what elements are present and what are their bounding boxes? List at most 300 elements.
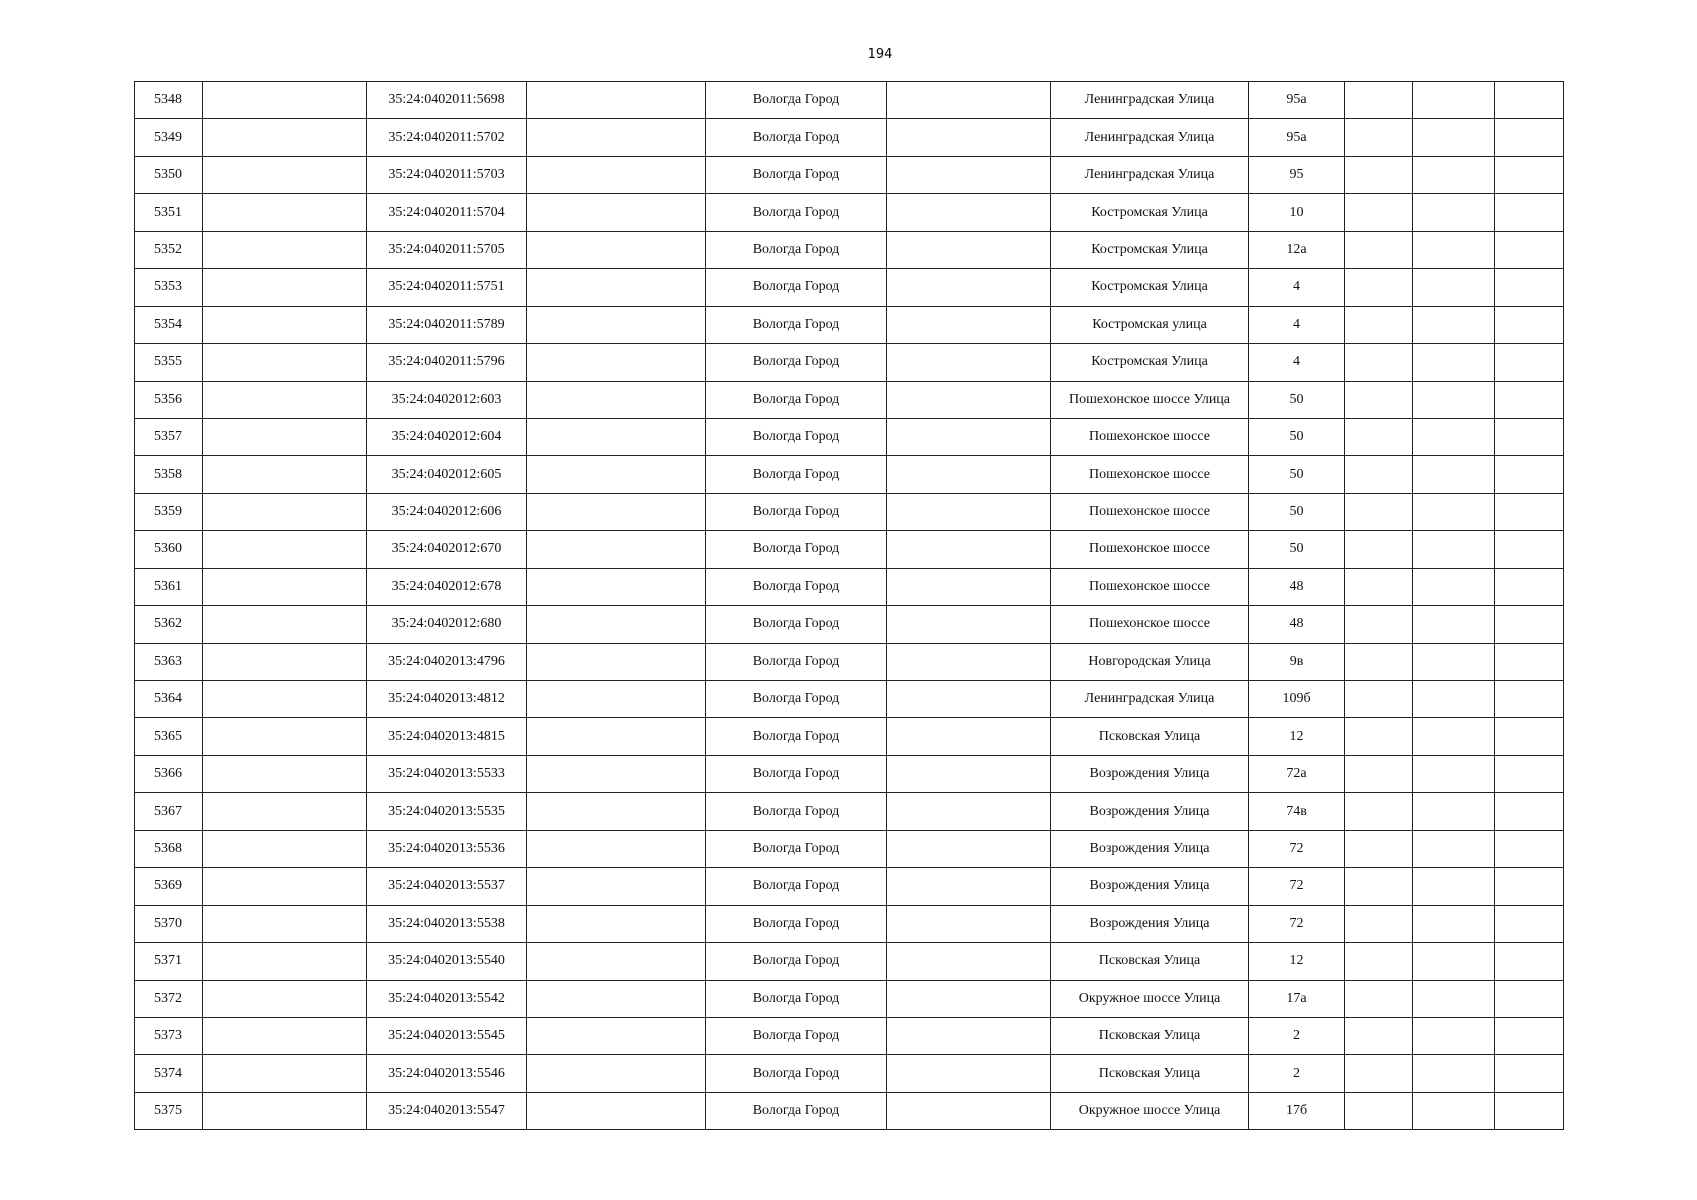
street-cell: Возрождения Улица (1051, 830, 1249, 867)
empty-cell (1345, 1092, 1413, 1129)
empty-cell (887, 980, 1051, 1017)
house-number-cell: 4 (1249, 269, 1345, 306)
row-number-cell: 5373 (135, 1017, 203, 1054)
city-cell: Вологда Город (706, 568, 887, 605)
empty-cell (887, 231, 1051, 268)
empty-cell (887, 718, 1051, 755)
street-cell: Псковская Улица (1051, 1055, 1249, 1092)
street-cell: Пошехонское шоссе (1051, 456, 1249, 493)
city-cell: Вологда Город (706, 1055, 887, 1092)
table-row (135, 231, 1564, 268)
empty-cell (1413, 456, 1495, 493)
empty-cell (527, 868, 706, 905)
empty-cell (1413, 980, 1495, 1017)
registry-table (134, 81, 1564, 1130)
row-number-cell: 5370 (135, 905, 203, 942)
empty-cell (1413, 306, 1495, 343)
row-number-cell: 5358 (135, 456, 203, 493)
empty-cell (1413, 418, 1495, 455)
cadastral-number-cell: 35:24:0402013:5547 (367, 1092, 527, 1129)
table-row (135, 82, 1564, 119)
table-row (135, 156, 1564, 193)
cadastral-number-cell: 35:24:0402013:5533 (367, 755, 527, 792)
street-cell: Ленинградская Улица (1051, 681, 1249, 718)
street-cell: Ленинградская Улица (1051, 82, 1249, 119)
city-cell: Вологда Город (706, 868, 887, 905)
empty-cell (887, 381, 1051, 418)
house-number-cell: 50 (1249, 531, 1345, 568)
street-cell: Ленинградская Улица (1051, 156, 1249, 193)
house-number-cell: 50 (1249, 418, 1345, 455)
empty-cell (887, 793, 1051, 830)
house-number-cell: 12а (1249, 231, 1345, 268)
street-cell: Костромская Улица (1051, 344, 1249, 381)
cadastral-number-cell: 35:24:0402011:5702 (367, 119, 527, 156)
empty-cell (203, 643, 367, 680)
row-number-cell: 5348 (135, 82, 203, 119)
street-cell: Возрождения Улица (1051, 905, 1249, 942)
street-cell: Пошехонское шоссе (1051, 418, 1249, 455)
empty-cell (1495, 868, 1564, 905)
empty-cell (1413, 606, 1495, 643)
empty-cell (527, 793, 706, 830)
row-number-cell: 5356 (135, 381, 203, 418)
street-cell: Окружное шоссе Улица (1051, 1092, 1249, 1129)
empty-cell (1413, 381, 1495, 418)
empty-cell (1413, 830, 1495, 867)
empty-cell (203, 119, 367, 156)
empty-cell (887, 344, 1051, 381)
table-row (135, 456, 1564, 493)
house-number-cell: 2 (1249, 1055, 1345, 1092)
empty-cell (1345, 156, 1413, 193)
cadastral-number-cell: 35:24:0402011:5705 (367, 231, 527, 268)
cadastral-number-cell: 35:24:0402012:603 (367, 381, 527, 418)
empty-cell (887, 868, 1051, 905)
empty-cell (1495, 493, 1564, 530)
empty-cell (887, 830, 1051, 867)
table-row (135, 830, 1564, 867)
empty-cell (1495, 793, 1564, 830)
table-row (135, 493, 1564, 530)
row-number-cell: 5352 (135, 231, 203, 268)
empty-cell (1495, 231, 1564, 268)
empty-cell (1345, 681, 1413, 718)
empty-cell (1495, 1055, 1564, 1092)
empty-cell (203, 830, 367, 867)
empty-cell (1495, 194, 1564, 231)
empty-cell (887, 1092, 1051, 1129)
row-number-cell: 5366 (135, 755, 203, 792)
empty-cell (203, 82, 367, 119)
empty-cell (203, 344, 367, 381)
row-number-cell: 5372 (135, 980, 203, 1017)
empty-cell (1495, 1092, 1564, 1129)
cadastral-number-cell: 35:24:0402013:5542 (367, 980, 527, 1017)
empty-cell (527, 269, 706, 306)
table-row (135, 531, 1564, 568)
cadastral-number-cell: 35:24:0402012:604 (367, 418, 527, 455)
table-row (135, 1055, 1564, 1092)
city-cell: Вологда Город (706, 231, 887, 268)
empty-cell (203, 456, 367, 493)
empty-cell (203, 681, 367, 718)
street-cell: Новгородская Улица (1051, 643, 1249, 680)
house-number-cell: 17а (1249, 980, 1345, 1017)
empty-cell (1413, 344, 1495, 381)
row-number-cell: 5364 (135, 681, 203, 718)
table-row (135, 755, 1564, 792)
empty-cell (527, 344, 706, 381)
table-row (135, 718, 1564, 755)
empty-cell (1345, 718, 1413, 755)
city-cell: Вологда Город (706, 943, 887, 980)
empty-cell (203, 793, 367, 830)
empty-cell (1413, 755, 1495, 792)
row-number-cell: 5349 (135, 119, 203, 156)
empty-cell (1413, 156, 1495, 193)
table-row (135, 980, 1564, 1017)
cadastral-number-cell: 35:24:0402013:5536 (367, 830, 527, 867)
cadastral-number-cell: 35:24:0402013:5537 (367, 868, 527, 905)
empty-cell (1413, 643, 1495, 680)
empty-cell (1413, 1055, 1495, 1092)
city-cell: Вологда Город (706, 344, 887, 381)
empty-cell (1413, 119, 1495, 156)
empty-cell (203, 306, 367, 343)
table-row (135, 194, 1564, 231)
table-row (135, 418, 1564, 455)
cadastral-number-cell: 35:24:0402012:678 (367, 568, 527, 605)
empty-cell (887, 194, 1051, 231)
table-row (135, 606, 1564, 643)
row-number-cell: 5359 (135, 493, 203, 530)
house-number-cell: 48 (1249, 568, 1345, 605)
cadastral-number-cell: 35:24:0402012:670 (367, 531, 527, 568)
empty-cell (1345, 119, 1413, 156)
empty-cell (1345, 194, 1413, 231)
empty-cell (527, 493, 706, 530)
row-number-cell: 5360 (135, 531, 203, 568)
cadastral-number-cell: 35:24:0402011:5704 (367, 194, 527, 231)
row-number-cell: 5369 (135, 868, 203, 905)
cadastral-number-cell: 35:24:0402011:5789 (367, 306, 527, 343)
street-cell: Костромская улица (1051, 306, 1249, 343)
empty-cell (887, 531, 1051, 568)
empty-cell (527, 755, 706, 792)
city-cell: Вологда Город (706, 905, 887, 942)
empty-cell (1345, 231, 1413, 268)
empty-cell (203, 943, 367, 980)
city-cell: Вологда Город (706, 980, 887, 1017)
table-row (135, 568, 1564, 605)
empty-cell (203, 194, 367, 231)
empty-cell (1345, 755, 1413, 792)
empty-cell (1413, 231, 1495, 268)
cadastral-number-cell: 35:24:0402013:5538 (367, 905, 527, 942)
page-number: 194 (867, 47, 893, 62)
empty-cell (1345, 830, 1413, 867)
house-number-cell: 17б (1249, 1092, 1345, 1129)
empty-cell (527, 1017, 706, 1054)
house-number-cell: 9в (1249, 643, 1345, 680)
house-number-cell: 12 (1249, 943, 1345, 980)
empty-cell (203, 905, 367, 942)
table-row (135, 344, 1564, 381)
empty-cell (1495, 418, 1564, 455)
empty-cell (1345, 493, 1413, 530)
cadastral-number-cell: 35:24:0402013:4815 (367, 718, 527, 755)
house-number-cell: 72 (1249, 868, 1345, 905)
city-cell: Вологда Город (706, 194, 887, 231)
row-number-cell: 5354 (135, 306, 203, 343)
cadastral-number-cell: 35:24:0402013:5540 (367, 943, 527, 980)
empty-cell (203, 718, 367, 755)
row-number-cell: 5350 (135, 156, 203, 193)
row-number-cell: 5375 (135, 1092, 203, 1129)
table-row (135, 943, 1564, 980)
empty-cell (1413, 531, 1495, 568)
table-row (135, 1017, 1564, 1054)
empty-cell (527, 119, 706, 156)
empty-cell (1495, 306, 1564, 343)
empty-cell (203, 381, 367, 418)
table-row (135, 681, 1564, 718)
house-number-cell: 72 (1249, 830, 1345, 867)
house-number-cell: 10 (1249, 194, 1345, 231)
street-cell: Костромская Улица (1051, 269, 1249, 306)
street-cell: Псковская Улица (1051, 943, 1249, 980)
city-cell: Вологда Город (706, 681, 887, 718)
house-number-cell: 50 (1249, 381, 1345, 418)
empty-cell (1495, 943, 1564, 980)
empty-cell (527, 830, 706, 867)
empty-cell (1345, 1017, 1413, 1054)
empty-cell (203, 868, 367, 905)
empty-cell (887, 606, 1051, 643)
empty-cell (1413, 681, 1495, 718)
empty-cell (1495, 606, 1564, 643)
empty-cell (887, 456, 1051, 493)
house-number-cell: 4 (1249, 344, 1345, 381)
empty-cell (527, 1092, 706, 1129)
table-row (135, 1092, 1564, 1129)
empty-cell (1413, 82, 1495, 119)
empty-cell (1345, 568, 1413, 605)
empty-cell (887, 643, 1051, 680)
street-cell: Пошехонское шоссе (1051, 531, 1249, 568)
empty-cell (527, 718, 706, 755)
empty-cell (527, 643, 706, 680)
cadastral-number-cell: 35:24:0402013:5535 (367, 793, 527, 830)
empty-cell (203, 980, 367, 1017)
empty-cell (527, 606, 706, 643)
empty-cell (527, 905, 706, 942)
empty-cell (527, 531, 706, 568)
empty-cell (1495, 119, 1564, 156)
table-row (135, 381, 1564, 418)
empty-cell (527, 418, 706, 455)
empty-cell (203, 1055, 367, 1092)
street-cell: Возрождения Улица (1051, 755, 1249, 792)
empty-cell (1413, 943, 1495, 980)
empty-cell (887, 82, 1051, 119)
empty-cell (1345, 868, 1413, 905)
empty-cell (527, 381, 706, 418)
empty-cell (1495, 531, 1564, 568)
table-row (135, 793, 1564, 830)
empty-cell (887, 1017, 1051, 1054)
empty-cell (1495, 1017, 1564, 1054)
table-row (135, 905, 1564, 942)
street-cell: Пошехонское шоссе (1051, 493, 1249, 530)
empty-cell (527, 980, 706, 1017)
house-number-cell: 50 (1249, 493, 1345, 530)
cadastral-number-cell: 35:24:0402011:5751 (367, 269, 527, 306)
empty-cell (527, 156, 706, 193)
street-cell: Псковская Улица (1051, 718, 1249, 755)
empty-cell (203, 269, 367, 306)
cadastral-number-cell: 35:24:0402013:5545 (367, 1017, 527, 1054)
row-number-cell: 5357 (135, 418, 203, 455)
empty-cell (203, 531, 367, 568)
empty-cell (887, 493, 1051, 530)
house-number-cell: 95а (1249, 119, 1345, 156)
empty-cell (1495, 755, 1564, 792)
empty-cell (887, 943, 1051, 980)
table-row (135, 269, 1564, 306)
row-number-cell: 5368 (135, 830, 203, 867)
empty-cell (203, 493, 367, 530)
empty-cell (203, 418, 367, 455)
cadastral-number-cell: 35:24:0402011:5703 (367, 156, 527, 193)
city-cell: Вологда Город (706, 531, 887, 568)
empty-cell (1413, 793, 1495, 830)
empty-cell (1495, 980, 1564, 1017)
city-cell: Вологда Город (706, 606, 887, 643)
street-cell: Костромская Улица (1051, 231, 1249, 268)
empty-cell (1345, 456, 1413, 493)
empty-cell (203, 1017, 367, 1054)
street-cell: Возрождения Улица (1051, 868, 1249, 905)
empty-cell (1495, 830, 1564, 867)
empty-cell (203, 231, 367, 268)
street-cell: Ленинградская Улица (1051, 119, 1249, 156)
row-number-cell: 5353 (135, 269, 203, 306)
house-number-cell: 72а (1249, 755, 1345, 792)
row-number-cell: 5363 (135, 643, 203, 680)
city-cell: Вологда Город (706, 793, 887, 830)
empty-cell (527, 194, 706, 231)
empty-cell (527, 1055, 706, 1092)
empty-cell (1413, 269, 1495, 306)
street-cell: Пошехонское шоссе (1051, 568, 1249, 605)
empty-cell (203, 606, 367, 643)
table-row (135, 306, 1564, 343)
house-number-cell: 95 (1249, 156, 1345, 193)
city-cell: Вологда Город (706, 1092, 887, 1129)
house-number-cell: 72 (1249, 905, 1345, 942)
row-number-cell: 5355 (135, 344, 203, 381)
empty-cell (1495, 905, 1564, 942)
city-cell: Вологда Город (706, 456, 887, 493)
empty-cell (1345, 643, 1413, 680)
city-cell: Вологда Город (706, 156, 887, 193)
cadastral-number-cell: 35:24:0402013:5546 (367, 1055, 527, 1092)
city-cell: Вологда Город (706, 493, 887, 530)
city-cell: Вологда Город (706, 418, 887, 455)
city-cell: Вологда Город (706, 269, 887, 306)
empty-cell (1345, 1055, 1413, 1092)
empty-cell (1495, 456, 1564, 493)
cadastral-number-cell: 35:24:0402012:606 (367, 493, 527, 530)
empty-cell (527, 82, 706, 119)
empty-cell (887, 269, 1051, 306)
house-number-cell: 74в (1249, 793, 1345, 830)
empty-cell (887, 755, 1051, 792)
house-number-cell: 2 (1249, 1017, 1345, 1054)
empty-cell (1345, 418, 1413, 455)
empty-cell (887, 1055, 1051, 1092)
house-number-cell: 95а (1249, 82, 1345, 119)
empty-cell (203, 156, 367, 193)
city-cell: Вологда Город (706, 1017, 887, 1054)
city-cell: Вологда Город (706, 381, 887, 418)
empty-cell (1345, 344, 1413, 381)
house-number-cell: 48 (1249, 606, 1345, 643)
empty-cell (527, 231, 706, 268)
house-number-cell: 4 (1249, 306, 1345, 343)
empty-cell (1345, 82, 1413, 119)
city-cell: Вологда Город (706, 643, 887, 680)
empty-cell (1413, 194, 1495, 231)
empty-cell (887, 156, 1051, 193)
empty-cell (1345, 306, 1413, 343)
cadastral-number-cell: 35:24:0402011:5796 (367, 344, 527, 381)
table-row (135, 643, 1564, 680)
empty-cell (527, 681, 706, 718)
cadastral-number-cell: 35:24:0402013:4796 (367, 643, 527, 680)
row-number-cell: 5371 (135, 943, 203, 980)
empty-cell (527, 306, 706, 343)
empty-cell (1345, 269, 1413, 306)
cadastral-number-cell: 35:24:0402012:605 (367, 456, 527, 493)
street-cell: Пошехонское шоссе (1051, 606, 1249, 643)
empty-cell (1345, 381, 1413, 418)
row-number-cell: 5367 (135, 793, 203, 830)
row-number-cell: 5374 (135, 1055, 203, 1092)
empty-cell (1345, 531, 1413, 568)
empty-cell (1345, 980, 1413, 1017)
city-cell: Вологда Город (706, 755, 887, 792)
empty-cell (1495, 82, 1564, 119)
street-cell: Возрождения Улица (1051, 793, 1249, 830)
cadastral-number-cell: 35:24:0402011:5698 (367, 82, 527, 119)
empty-cell (1495, 269, 1564, 306)
house-number-cell: 109б (1249, 681, 1345, 718)
empty-cell (887, 418, 1051, 455)
row-number-cell: 5365 (135, 718, 203, 755)
empty-cell (1413, 1092, 1495, 1129)
street-cell: Окружное шоссе Улица (1051, 980, 1249, 1017)
empty-cell (1345, 793, 1413, 830)
empty-cell (527, 943, 706, 980)
empty-cell (1495, 156, 1564, 193)
city-cell: Вологда Город (706, 119, 887, 156)
empty-cell (1495, 344, 1564, 381)
table-row (135, 119, 1564, 156)
street-cell: Костромская Улица (1051, 194, 1249, 231)
